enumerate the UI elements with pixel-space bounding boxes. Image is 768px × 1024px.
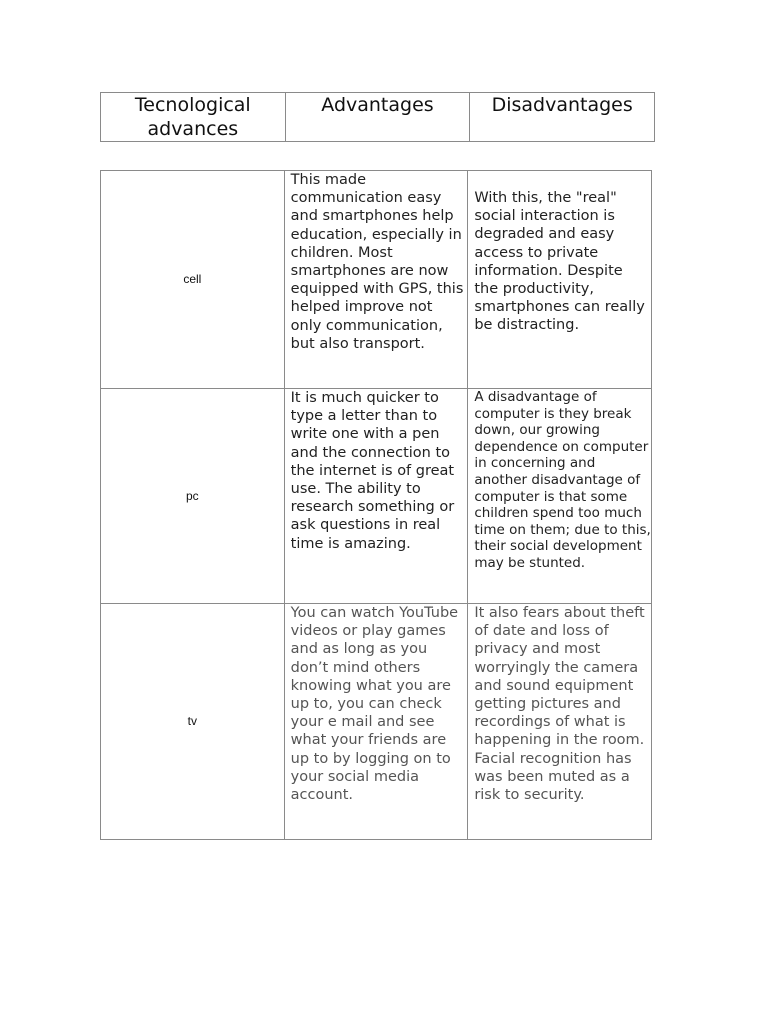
- advantage-pc: It is much quicker to type a letter than to write one with a pen and the connection to the internet is of great use. The ability to research something or ask questions in real time is amazing.: [284, 389, 468, 604]
- disadvantage-tv: It also fears about theft of date and loss of privacy and most worryingly the camera and sound equipment getting pictures and recordings of what is happening in the room. Facial recognition has was been muted as a risk to security.: [468, 604, 652, 840]
- header-table: [100, 92, 655, 142]
- header-row: [101, 93, 655, 142]
- table-row-cell: [101, 171, 652, 389]
- header-disadvantages: Disadvantages: [470, 93, 655, 142]
- comparison-table: [100, 170, 652, 840]
- disadvantage-cell: With this, the "real" social interaction is degraded and easy access to private information. Despite the productivity, smartphones can really be distracting.: [468, 171, 652, 389]
- row-label-pc: pc: [101, 389, 285, 604]
- header-technological-advances: Tecnological advances: [101, 93, 286, 142]
- disadvantage-pc: A disadvantage of computer is they break down, our growing dependence on computer in concerning and another disadvantage of computer is that some children spend too much time on them; due to this, their social development may be stunted.: [468, 389, 652, 604]
- advantage-tv: You can watch YouTube videos or play games and as long as you don’t mind others knowing what you are up to, you can check your e mail and see what your friends are up to by logging on to your social media account.: [284, 604, 468, 840]
- header-advantages: Advantages: [285, 93, 470, 142]
- row-label-tv: tv: [101, 604, 285, 840]
- advantage-cell: This made communication easy and smartphones help education, especially in children. Most smartphones are now equipped with GPS, this helped improve not only communication, but also transport.: [284, 171, 468, 389]
- row-label-cell: cell: [101, 171, 285, 389]
- table-row-tv: [101, 604, 652, 840]
- table-row-pc: [101, 389, 652, 604]
